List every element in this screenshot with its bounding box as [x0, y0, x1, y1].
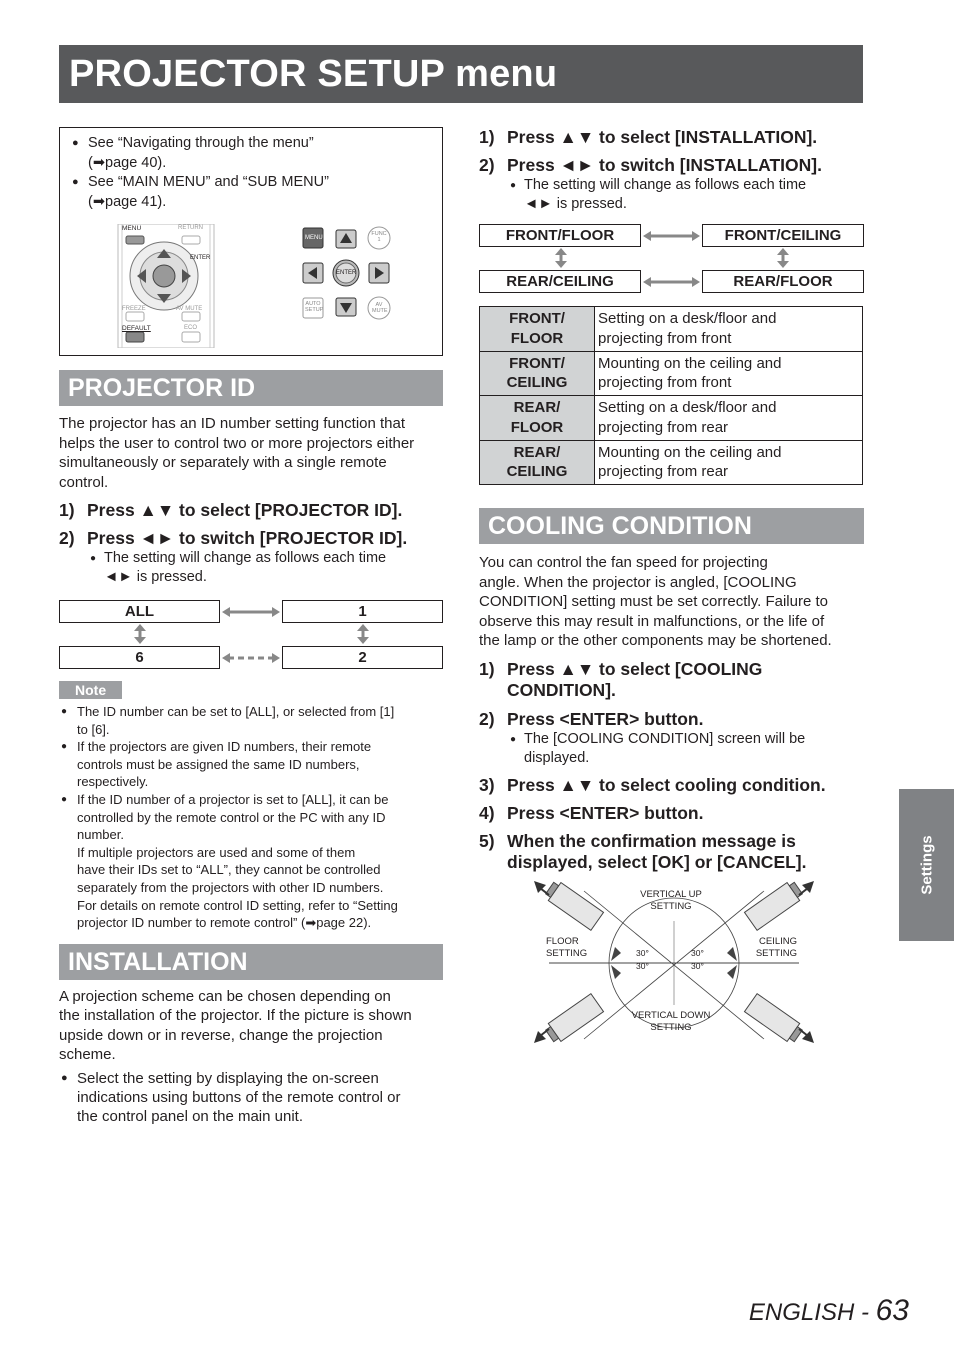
settings-side-tab[interactable]	[899, 789, 954, 941]
intro-line: scheme.	[59, 1046, 116, 1064]
cooling-sub-bullet	[479, 730, 864, 768]
remote-freeze-label: FREEZE	[122, 306, 146, 312]
vertical-up-label	[631, 889, 711, 914]
note-line: projector ID number to remote control” (	[77, 915, 306, 931]
note-line: ● If the projectors are given ID numbers, their remote	[77, 739, 372, 755]
vertical-down-label	[626, 1010, 716, 1035]
intro-line: observe this may result in malfunctions, or the life of	[479, 612, 825, 630]
cell-text: FLOOR	[510, 329, 564, 347]
side-tab-label: Settings	[918, 835, 935, 895]
intro-line: upside down or in reverse, change the projection	[59, 1026, 383, 1044]
note-line: controlled by the remote control or the PC with any ID	[77, 809, 386, 825]
cell-text: FRONT/	[509, 354, 565, 372]
note-line: ● If the ID number of a projector is set to [ALL], it can be	[77, 791, 389, 807]
projector-id-flow	[59, 600, 443, 676]
sub-bullet-line: ◄► is pressed.	[524, 196, 627, 212]
note-line: to [6].	[77, 721, 110, 737]
note-line: For details on remote control ID setting, refer to “Setting	[77, 897, 398, 913]
table-header-cell	[480, 440, 595, 485]
step-number: 1)	[479, 127, 495, 147]
intro-line: The projector has an ID number setting function that	[59, 415, 406, 432]
page-reference-link[interactable]: page 22).	[316, 915, 372, 931]
page-title: PROJECTOR SETUP menu	[69, 53, 558, 95]
flow-box-all: ALL	[59, 600, 220, 623]
nav-bullet-1-text: See “Navigating through the menu”	[88, 135, 314, 151]
cell-text: FRONT/	[509, 310, 565, 328]
label-line: CEILING	[758, 935, 797, 947]
vertical-double-arrow-icon	[356, 624, 370, 644]
flow-box-1: 1	[282, 600, 443, 623]
label-line: FLOOR	[546, 935, 579, 947]
label-line: SETTING	[755, 947, 797, 959]
table-row	[480, 351, 863, 396]
page-arrow-icon: ➡	[92, 154, 105, 171]
label-line: VERTICAL UP	[640, 888, 702, 900]
cooling-step-2	[479, 709, 864, 730]
sub-bullet-line: ● The [COOLING CONDITION] screen will be	[524, 730, 806, 747]
cell-text: Mounting on the ceiling and	[598, 354, 782, 372]
navigation-info-box	[59, 127, 443, 356]
installation-step-2	[479, 155, 864, 176]
step-number: 2)	[479, 155, 495, 175]
vertical-double-arrow-icon	[776, 248, 790, 268]
note-line: number.	[77, 827, 124, 843]
installation-bullet	[59, 1069, 443, 1126]
step-text: When the confirmation message is	[507, 830, 796, 851]
cell-text: Setting on a desk/floor and	[598, 399, 777, 417]
floor-setting-label	[546, 936, 587, 960]
step-text: Press ◄► to switch [PROJECTOR ID].	[87, 528, 408, 548]
step-text: Press ▲▼ to select [INSTALLATION].	[507, 127, 818, 147]
note-line: ● The ID number can be set to [ALL], or selected from [1]	[77, 704, 395, 719]
step-text: CONDITION].	[507, 679, 616, 700]
label-line: SETTING	[650, 1022, 692, 1033]
cooling-step-3	[479, 775, 864, 796]
intro-line: the lamp or the other components may be shortened.	[479, 632, 832, 649]
installation-intro	[59, 987, 443, 1065]
step-text: Press ▲▼ to select [COOLING	[507, 658, 763, 679]
cell-text: FLOOR	[510, 418, 564, 436]
note-bullet-3	[59, 791, 443, 932]
remote-eco-label: ECO	[184, 325, 198, 331]
installation-step-1	[479, 127, 864, 148]
note-label: Note	[59, 681, 122, 699]
cell-text: Mounting on the ceiling and	[598, 443, 782, 461]
double-arrow-icon	[222, 604, 280, 620]
page-footer	[749, 1294, 909, 1328]
flow-box-rear-ceiling: REAR/CEILING	[479, 270, 641, 293]
intro-line: angle. When the projector is angled, [COOLING	[479, 573, 797, 591]
note-line: have their IDs set to “ALL”, they cannot be controlled	[77, 862, 381, 878]
table-header-cell	[480, 307, 595, 352]
projector-id-step-1	[59, 500, 443, 521]
table-header-cell	[480, 396, 595, 441]
step-text: Press ◄► to switch [INSTALLATION].	[507, 155, 822, 175]
sub-bullet-line: ● The setting will change as follows each time	[104, 550, 387, 566]
table-cell	[595, 396, 863, 441]
step-text: Press ▲▼ to select cooling condition.	[507, 774, 826, 795]
table-cell	[595, 351, 863, 396]
sub-bullet-line: ◄► is pressed.	[104, 569, 207, 585]
intro-line: simultaneously or separately with a single remote	[59, 454, 387, 471]
cooling-step-5	[479, 831, 864, 873]
table-header-cell	[480, 351, 595, 396]
step-number: 5)	[479, 830, 495, 851]
angle-label: 30°	[636, 960, 649, 971]
title-bar	[59, 45, 863, 103]
intro-line: control.	[59, 473, 109, 491]
label-line: VERTICAL DOWN	[631, 1009, 711, 1021]
note-line-last	[77, 914, 443, 932]
cell-text: REAR/	[513, 443, 561, 461]
remote-enter-label: ENTER	[190, 255, 211, 261]
cell-text: projecting from rear	[598, 418, 729, 436]
installation-flow	[479, 224, 864, 294]
projector-id-sub-bullet	[59, 549, 443, 587]
note-bullet-2	[59, 738, 443, 791]
bullet-line: indications using buttons of the remote control or	[77, 1088, 401, 1106]
intro-line: You can control the fan speed for projecting	[479, 554, 768, 571]
step-text: Press <ENTER> button.	[507, 802, 704, 823]
cell-text: Setting on a desk/floor and	[598, 310, 777, 328]
sub-bullet-line: displayed.	[524, 749, 590, 766]
flow-box-rear-floor: REAR/FLOOR	[702, 270, 864, 293]
installation-sub-bullet	[479, 176, 864, 214]
sub-bullet-line: ● The setting will change as follows each time	[524, 177, 807, 193]
projector-id-step-2	[59, 528, 443, 549]
intro-line: the installation of the projector. If the picture is shown	[59, 1007, 412, 1025]
angle-label: 30°	[636, 947, 649, 958]
cooling-intro	[479, 553, 864, 651]
panel-menu-label: MENU	[305, 235, 323, 241]
cooling-step-1	[479, 659, 864, 701]
flow-box-front-ceiling: FRONT/CEILING	[702, 224, 864, 247]
cell-text: CEILING	[506, 374, 568, 392]
page-arrow-icon: ➡	[92, 193, 105, 210]
step-text: displayed, select [OK] or [CANCEL].	[507, 851, 807, 872]
footer-language: ENGLISH -	[748, 1299, 876, 1326]
angle-label: 30°	[691, 960, 704, 971]
step-number: 1)	[479, 658, 495, 679]
panel-avmute-label: AV MUTE	[372, 302, 388, 314]
label-line: SETTING	[546, 947, 588, 959]
note-line: controls must be assigned the same ID numbers,	[77, 756, 360, 772]
intro-line: A projection scheme can be chosen depending on	[59, 987, 391, 1005]
vertical-double-arrow-icon	[133, 624, 147, 644]
right-column	[479, 127, 864, 1051]
nav-bullet-1-page[interactable]: page 40).	[105, 154, 167, 171]
nav-bullet-1: ● See “Navigating through the menu” (➡page 40).	[72, 134, 432, 173]
label-line: SETTING	[650, 901, 692, 912]
intro-line: CONDITION] setting must be set correctly. Failure to	[479, 593, 828, 610]
note-line: If multiple projectors are used and some of them	[77, 844, 356, 860]
step-number: 1)	[59, 500, 75, 520]
nav-bullet-2: ● See “MAIN MENU” and “SUB MENU” (➡page 41).	[72, 173, 432, 212]
remote-avmute-label: AV MUTE	[176, 306, 203, 312]
cooling-condition-heading: COOLING CONDITION	[479, 508, 864, 544]
projector-id-intro	[59, 414, 443, 492]
step-text: Press ▲▼ to select [PROJECTOR ID].	[87, 500, 403, 520]
panel-func-label: FUNC 1	[371, 231, 387, 243]
dashed-double-arrow-icon	[222, 650, 280, 666]
note-section	[59, 681, 443, 932]
cell-text: projecting from front	[598, 374, 732, 392]
table-cell	[595, 307, 863, 352]
note-line: separately from the projectors with other ID numbers.	[77, 879, 384, 895]
step-number: 2)	[59, 528, 75, 548]
projector-id-heading: PROJECTOR ID	[59, 370, 443, 406]
nav-bullet-2-page[interactable]: page 41).	[105, 193, 167, 210]
nav-bullet-2-text: See “MAIN MENU” and “SUB MENU”	[88, 174, 329, 190]
step-number: 3)	[479, 774, 495, 795]
table-row	[480, 440, 863, 485]
installation-heading: INSTALLATION	[59, 944, 443, 980]
cell-text: REAR/	[513, 399, 561, 417]
left-column	[59, 127, 443, 1126]
page-number: 63	[875, 1294, 909, 1327]
table-row	[480, 307, 863, 352]
panel-enter-label: ENTER	[336, 270, 357, 276]
remote-return-label: RETURN	[178, 225, 203, 231]
cell-text: projecting from front	[598, 329, 732, 347]
flow-box-front-floor: FRONT/FLOOR	[479, 224, 641, 247]
bullet-icon: ●	[61, 1071, 68, 1084]
page-arrow-icon: ➡	[305, 915, 317, 931]
double-arrow-icon	[643, 274, 700, 290]
double-arrow-icon	[643, 228, 700, 244]
bullet-line: the control panel on the main unit.	[77, 1107, 303, 1125]
flow-box-2: 2	[282, 646, 443, 669]
table-cell	[595, 440, 863, 485]
note-line: respectively.	[77, 774, 149, 790]
flow-box-6: 6	[59, 646, 220, 669]
cooling-step-4	[479, 803, 864, 824]
table-row	[480, 396, 863, 441]
ceiling-setting-label	[751, 936, 797, 960]
bullet-line: Select the setting by displaying the on-screen	[77, 1069, 379, 1087]
panel-auto-label: AUTO SETUP	[305, 301, 324, 313]
remote-default-label: DEFAULT	[122, 325, 151, 332]
cell-text: CEILING	[506, 463, 568, 481]
cooling-angle-diagram	[479, 881, 864, 1051]
step-number: 2)	[479, 708, 495, 729]
cell-text: projecting from rear	[598, 463, 729, 481]
angle-label: 30°	[691, 947, 704, 958]
note-bullet-1	[59, 703, 443, 738]
installation-table	[479, 306, 863, 485]
step-text: Press <ENTER> button.	[507, 708, 704, 729]
remote-menu-label: MENU	[122, 225, 142, 232]
intro-line: helps the user to control two or more projectors either	[59, 434, 415, 452]
vertical-double-arrow-icon	[554, 248, 568, 268]
step-number: 4)	[479, 802, 495, 823]
